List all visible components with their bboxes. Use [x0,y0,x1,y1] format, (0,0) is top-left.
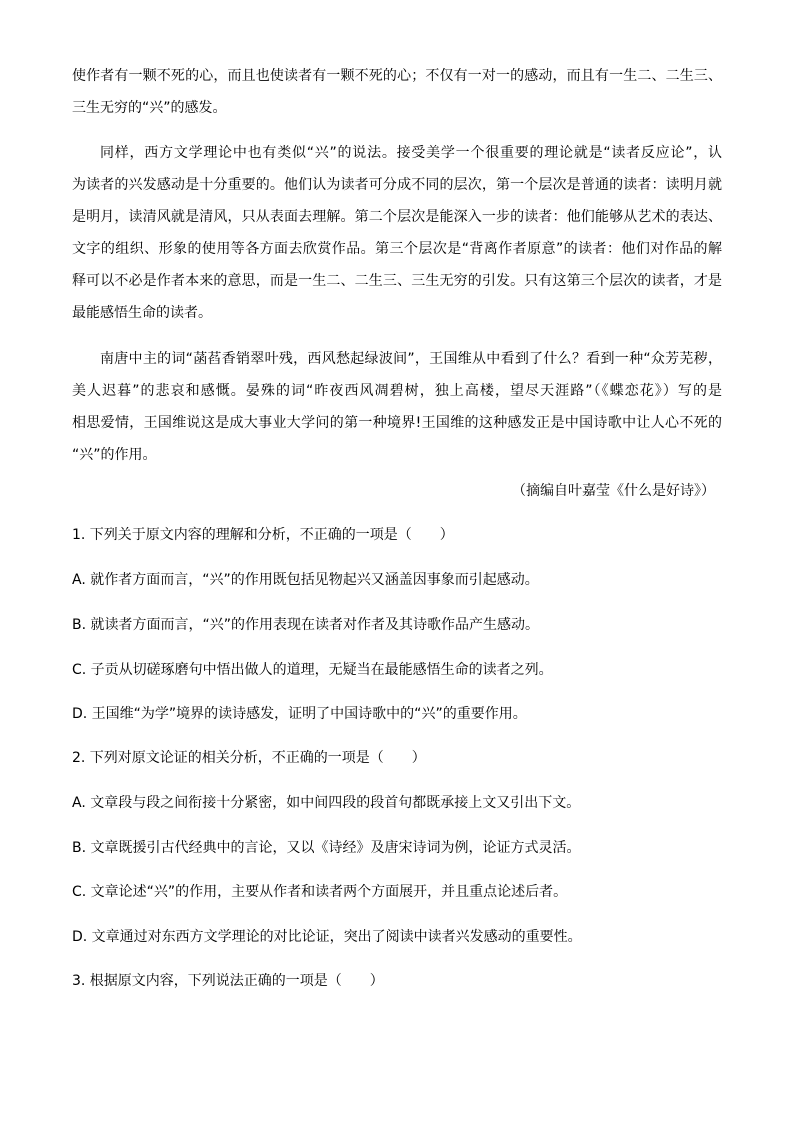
question-stem-2: 2. 下列对原文论证的相关分析，不正确的一项是（ ） [72,750,426,766]
passage-line: 最能感悟生命的读者。 [72,305,212,321]
passage-line: 为读者的兴发感动是十分重要的。他们认为读者可分成不同的层次，第一个层次是普通的读者：读明月就 [72,177,722,193]
passage-line: 是明月，读清风就是清风，只从表面去理解。第二个层次是能深入一步的读者：他们能够从艺术的表达、 [72,209,722,225]
question-1-option-a: A. 就作者方面而言，“兴”的作用既包括见物起兴又涵盖因事象而引起感动。 [72,572,539,588]
question-1-option-b: B. 就读者方面而言，“兴”的作用表现在读者对作者及其诗歌作品产生感动。 [72,617,540,633]
question-1-option-c: C. 子贡从切磋琢磨句中悟出做人的道理，无疑当在最能感悟生命的读者之列。 [72,662,553,678]
question-2-option-d: D. 文章通过对东西方文学理论的对比论证，突出了阅读中读者兴发感动的重要性。 [72,929,582,945]
passage-source: （摘编自叶嘉莹《什么是好诗》） [512,483,715,499]
question-2-option-a: A. 文章段与段之间衔接十分紧密，如中间四段的段首句都既承接上文又引出下文。 [72,795,581,811]
question-stem-1: 1. 下列关于原文内容的理解和分析，不正确的一项是（ ） [72,527,454,543]
question-1-option-d: D. 王国维“为学”境界的读诗感发，证明了中国诗歌中的“兴”的重要作用。 [72,706,527,722]
passage-line: 文字的组织、形象的使用等各方面去欣赏作品。第三个层次是“背离作者原意”的读者：他们对作品的解 [72,241,722,257]
passage-line: 释可以不必是作者本来的意思，而是一生二、二生三、三生无穷的引发。只有这第三个层次的读者，才是 [72,273,722,289]
passage-line: 南唐中主的词“菡萏香销翠叶残，西风愁起绿波间”，王国维从中看到了什么？看到一种“众芳芜秽， [100,351,722,367]
passage-line: 同样，西方文学理论中也有类似“兴”的说法。接受美学一个很重要的理论就是“读者反应论”，认 [100,145,722,161]
passage-line: 相思爱情，王国维说这是成大事业大学问的第一种境界!王国维的这种感发正是中国诗歌中让人心不死的 [72,415,722,431]
passage-line: 美人迟暮”的悲哀和感慨。晏殊的词“昨夜西风凋碧树，独上高楼，望尽天涯路”（《蝶恋花》）写的是 [72,383,722,399]
passage-line: 使作者有一颗不死的心，而且也使读者有一颗不死的心；不仅有一对一的感动，而且有一生二、二生三、 [72,68,722,84]
question-2-option-b: B. 文章既援引古代经典中的言论，又以《诗经》及唐宋诗词为例，论证方式灵活。 [72,840,581,856]
passage-line: “兴”的作用。 [72,447,157,463]
question-stem-3: 3. 根据原文内容，下列说法正确的一项是（ ） [72,973,384,989]
question-2-option-c: C. 文章论述“兴”的作用，主要从作者和读者两个方面展开，并且重点论述后者。 [72,884,568,900]
passage-line: 三生无穷的“兴”的感发。 [72,100,227,116]
